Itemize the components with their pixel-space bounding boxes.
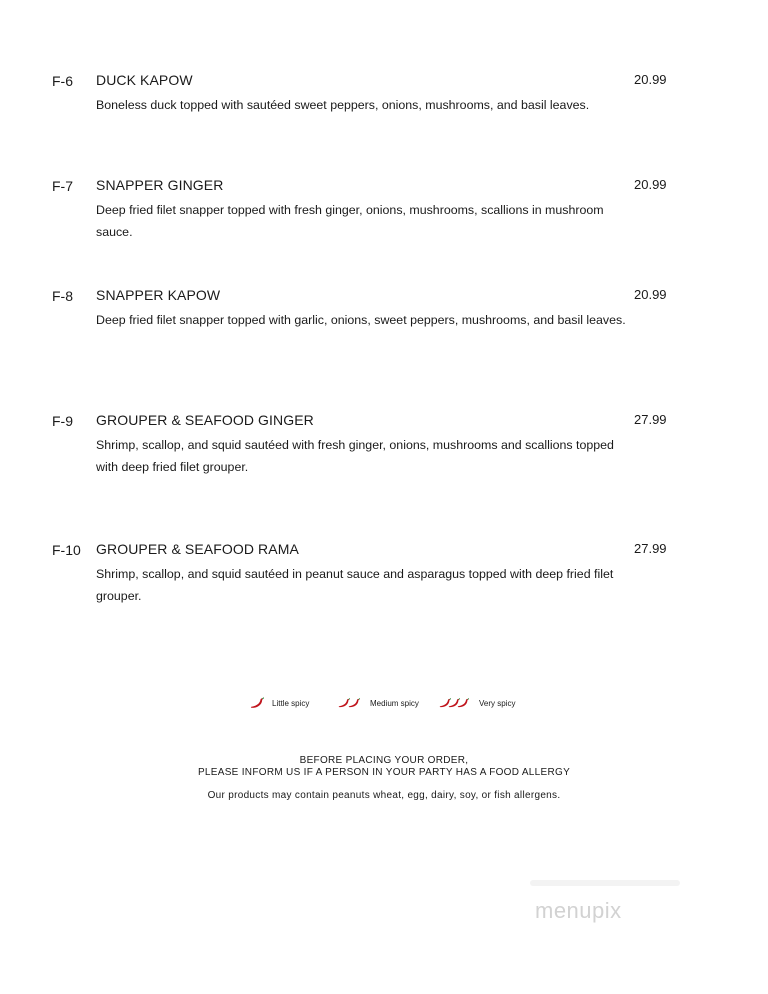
item-price: 27.99	[634, 412, 667, 427]
watermark-logo: menupix	[535, 898, 622, 923]
item-description: Shrimp, scallop, and squid sautéed with fresh ginger, onions, mushrooms and scallions topped with deep fried filet grouper.	[96, 438, 614, 474]
item-code: F-8	[52, 288, 73, 304]
item-price: 20.99	[634, 72, 667, 87]
item-code: F-10	[52, 542, 81, 558]
item-description: Deep fried filet snapper topped with garlic, onions, sweet peppers, mushrooms, and basil leaves.	[96, 313, 626, 327]
item-name: GROUPER & SEAFOOD RAMA	[96, 541, 299, 557]
item-price: 20.99	[634, 287, 667, 302]
item-description: Deep fried filet snapper topped with fresh ginger, onions, mushrooms, scallions in mushroom sauce.	[96, 203, 604, 239]
item-name: SNAPPER KAPOW	[96, 287, 221, 303]
legend-label: Very spicy	[479, 698, 516, 708]
allergy-notice-line-2: PLEASE INFORM US IF A PERSON IN YOUR PARTY HAS A FOOD ALLERGY	[197, 767, 571, 778]
legend-very-spicy	[439, 697, 515, 709]
item-price: 20.99	[634, 177, 667, 192]
item-name: SNAPPER GINGER	[96, 177, 224, 193]
chili-pepper-icon	[439, 697, 471, 709]
item-code: F-6	[52, 73, 73, 89]
chili-pepper-icon	[338, 697, 362, 709]
item-code: F-9	[52, 413, 73, 429]
item-description: Shrimp, scallop, and squid sautéed in peanut sauce and asparagus topped with deep fried filet grouper.	[96, 567, 614, 603]
legend-little-spicy	[250, 697, 309, 709]
watermark-decoration	[530, 880, 680, 886]
item-name: DUCK KAPOW	[96, 72, 193, 88]
item-code: F-7	[52, 178, 73, 194]
item-name: GROUPER & SEAFOOD GINGER	[96, 412, 314, 428]
legend-medium-spicy	[338, 697, 419, 709]
chili-pepper-icon	[250, 697, 264, 709]
item-description: Boneless duck topped with sautéed sweet peppers, onions, mushrooms, and basil leaves.	[96, 98, 590, 112]
allergy-notice-line-1: BEFORE PLACING YOUR ORDER,	[299, 755, 469, 766]
allergen-disclaimer: Our products may contain peanuts wheat, egg, dairy, soy, or fish allergens.	[207, 790, 561, 801]
legend-label: Medium spicy	[370, 698, 419, 708]
item-price: 27.99	[634, 541, 667, 556]
legend-label: Little spicy	[272, 698, 310, 708]
